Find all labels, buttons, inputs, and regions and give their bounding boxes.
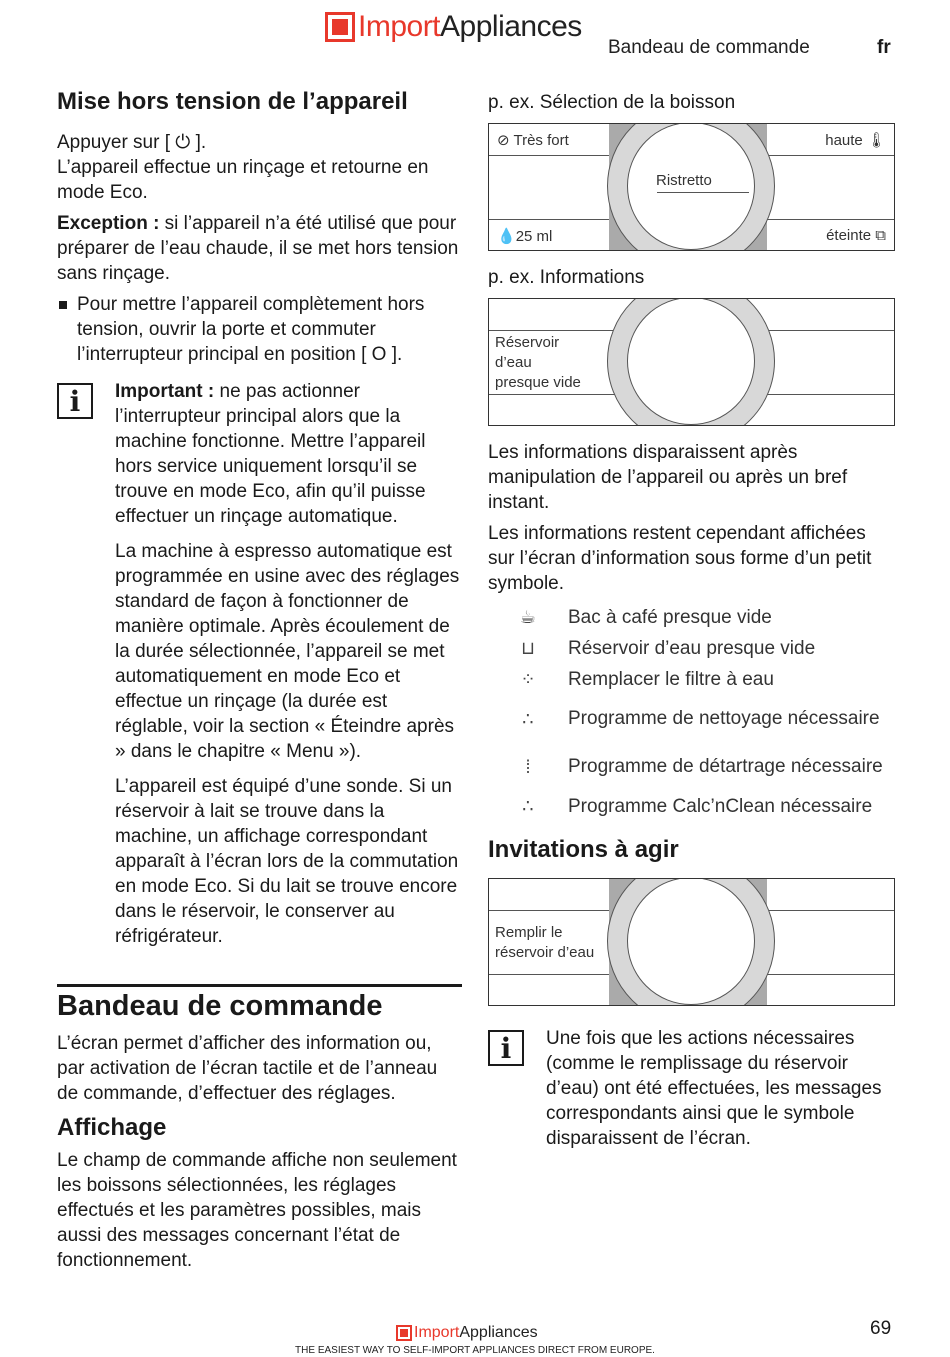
- heading-invitations: Invitations à agir: [488, 836, 679, 863]
- heading-power-off: Mise hors tension de l’appareil: [57, 88, 408, 115]
- footer-logo-word-appliances: Appliances: [459, 1324, 538, 1341]
- action-line-1: Remplir le: [495, 924, 563, 941]
- drink-name: Ristretto: [656, 172, 712, 189]
- label-information: p. ex. Informations: [488, 267, 645, 288]
- display-panel-action: [488, 878, 895, 1006]
- symbol-row: [488, 695, 895, 743]
- action-note-text: Une fois que les actions nécessaires (comme le remplissage du réservoir d’eau) ont été effectuées, les messages correspondants ainsi que le symbole disparaissent de l’écran.: [546, 1028, 882, 1149]
- info-line-1: Réservoir: [495, 334, 560, 351]
- right-column: [488, 90, 895, 1151]
- info-line-3: presque vide: [495, 374, 581, 391]
- calcnclean-icon: ∴: [522, 796, 534, 816]
- volume-setting: [497, 227, 552, 245]
- note-paragraph-3: L’appareil est équipé d’une sonde. Si un réservoir à lait se trouve dans la machine, un affichage correspondant apparaît à l’écran lors de la commutation en mode Eco. Si du lait se trouve encore dans le réservoir, le conserver au réfrigérateur.: [115, 776, 459, 947]
- symbol-text: Bac à café presque vide: [568, 606, 772, 628]
- cup-warmer-setting: [826, 227, 886, 244]
- info-icon: i: [488, 1030, 524, 1066]
- cup-icon: ⧉: [875, 227, 886, 244]
- temperature-setting: [825, 131, 886, 149]
- bullet-text: Pour mettre l’appareil complètement hors tension, ouvrir la porte et commuter l’interrupteur principal en position [ O ].: [77, 294, 425, 365]
- heading-control-panel: Bandeau de commande: [57, 990, 383, 1022]
- running-header-language: fr: [877, 37, 891, 58]
- info-paragraph-1: Les informations disparaissent après manipulation de l’appareil ou après un bref instant.: [488, 442, 848, 513]
- info-icon: i: [57, 383, 93, 419]
- paragraph-exception: [57, 211, 462, 286]
- info-paragraph-2: Les informations restent cependant affichées sur l’écran d’information sous forme d’un petit symbole.: [488, 523, 872, 594]
- display-panel-drink: [488, 123, 895, 251]
- logo-square-icon: [325, 12, 355, 42]
- water-tank-icon: ⊔: [520, 638, 536, 658]
- logo-square-icon: [396, 1325, 412, 1341]
- footer-logo: [396, 1324, 538, 1342]
- strength-setting: [497, 131, 569, 149]
- paragraph-press-button: [57, 130, 462, 205]
- note-paragraph-2: La machine à espresso automatique est programmée en usine avec des réglages standard de façon à fonctionner de manière optimale. Après écoulement de la durée sélectionnée, l’appareil se met automatiquement en mode Eco et effectue un rinçage (la durée est réglable, voir la section « Éteindre après » dans le chapitre « Menu »).: [115, 541, 460, 762]
- coffee-grounds-icon: ☕: [519, 607, 537, 627]
- info-line-2: d’eau: [495, 354, 532, 371]
- drop-icon: 💧: [497, 228, 516, 245]
- symbol-text: Réservoir d’eau presque vide: [568, 637, 816, 659]
- symbol-row: [488, 743, 895, 791]
- symbol-text: Remplacer le filtre à eau: [568, 668, 774, 690]
- descaling-icon: ⁞: [525, 756, 531, 777]
- exception-text: si l’appareil n’a été utilisé que pour préparer de l’eau chaude, il se met hors tension sans rinçage.: [57, 213, 459, 284]
- left-column: [57, 88, 462, 959]
- symbol-row: [488, 602, 895, 633]
- action-line-2: réservoir d’eau: [495, 944, 595, 961]
- header-logo: [325, 8, 582, 46]
- bullet-item: [57, 292, 462, 367]
- action-message: [495, 923, 594, 963]
- footer-logo-word-import: Import: [414, 1324, 460, 1341]
- action-note: [488, 1026, 895, 1151]
- control-panel-section: [57, 990, 462, 1279]
- display-paragraph: Le champ de commande affiche non seulement les boissons sélectionnées, les réglages effectués et les paramètres possibles, mais aussi des messages concernant l’état de fonctionnement.: [57, 1150, 457, 1271]
- note-paragraph-1: [115, 379, 462, 529]
- important-label: Important :: [115, 381, 215, 402]
- press-button-line: Appuyer sur [ ⏻ ].: [57, 132, 207, 153]
- symbol-list: [488, 602, 895, 822]
- cleaning-icon: ∴: [522, 708, 534, 729]
- logo-word-appliances: Appliances: [440, 10, 582, 43]
- volume-text: 25 ml: [515, 228, 553, 245]
- thermometer-icon: 🌡: [866, 132, 886, 149]
- footer-tagline: THE EASIEST WAY TO SELF-IMPORT APPLIANCES DIRECT FROM EUROPE.: [295, 1345, 655, 1356]
- running-header-title: Bandeau de commande: [608, 37, 810, 58]
- heading-display: Affichage: [57, 1114, 167, 1141]
- symbol-text: Programme de nettoyage nécessaire: [568, 708, 880, 729]
- rinse-line: L’appareil effectue un rinçage et retourne en mode Eco.: [57, 157, 429, 203]
- symbol-row: [488, 791, 895, 822]
- section-divider: [57, 984, 462, 987]
- temperature-text: haute: [825, 132, 863, 149]
- info-message: [495, 333, 581, 393]
- bullet-square-icon: [59, 301, 67, 309]
- important-text: ne pas actionner l’interrupteur principal alors que la machine fonctionne. Mettre l’appareil hors service uniquement lorsqu’il se trouve en mode Eco, afin qu’il puisse effectuer un rinçage automatique.: [115, 381, 426, 527]
- symbol-row: [488, 633, 895, 664]
- symbol-row: [488, 664, 895, 695]
- display-panel-info: [488, 298, 895, 426]
- symbol-text: Programme Calc’nClean nécessaire: [568, 795, 873, 817]
- strength-text: Très fort: [513, 132, 569, 149]
- cup-warmer-text: éteinte: [826, 227, 872, 244]
- bean-icon: ⊘: [497, 132, 510, 149]
- logo-word-import: Import: [358, 10, 441, 43]
- note-body: [115, 379, 462, 959]
- control-panel-paragraph: L’écran permet d’afficher des information ou, par activation de l’écran tactile et de l’anneau de commande, d’effectuer des réglages.: [57, 1033, 438, 1104]
- page-number: 69: [870, 1318, 892, 1339]
- exception-label: Exception :: [57, 213, 160, 234]
- important-note: [57, 379, 462, 959]
- symbol-text: Programme de détartrage nécessaire: [568, 756, 883, 777]
- water-filter-icon: ⁘: [520, 669, 536, 689]
- label-drink-selection: p. ex. Sélection de la boisson: [488, 92, 736, 113]
